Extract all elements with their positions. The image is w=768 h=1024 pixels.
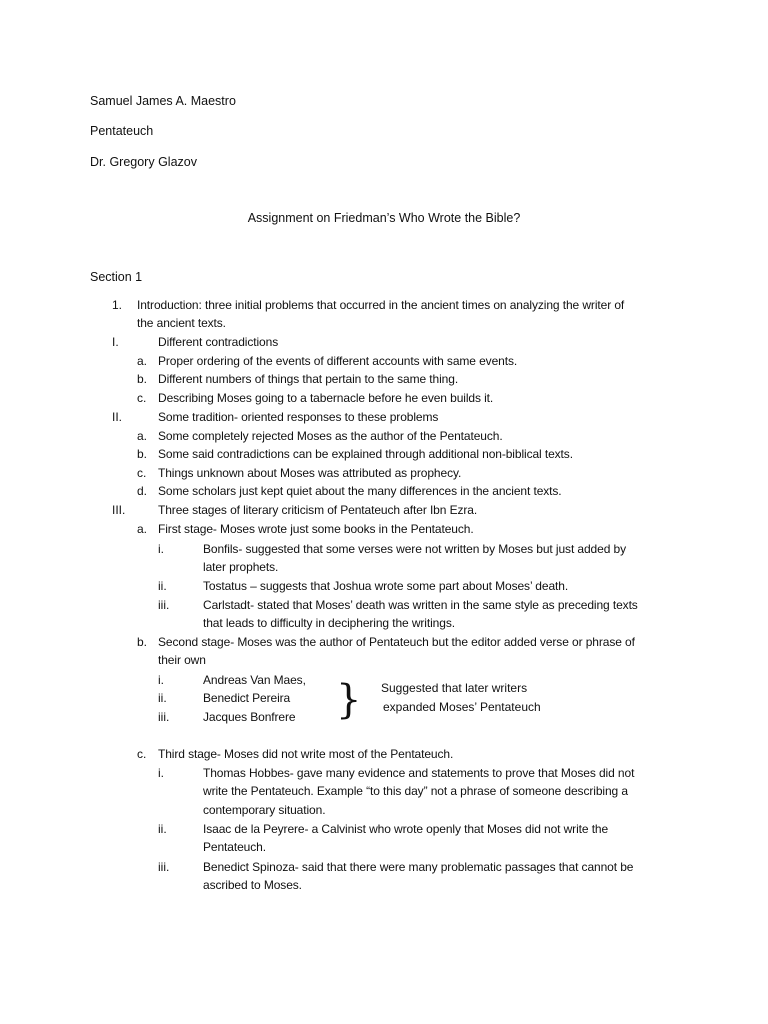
list-marker: II.	[112, 410, 123, 424]
list-marker: c.	[137, 391, 147, 405]
list-marker: III.	[112, 503, 126, 517]
list-item-text: Things unknown about Moses was attributed as prophecy.	[158, 466, 462, 480]
list-marker: I.	[112, 335, 119, 349]
list-marker: i.	[158, 673, 164, 687]
list-item-text: Some completely rejected Moses as the author of the Pentateuch.	[158, 429, 503, 443]
list-marker: iii.	[158, 860, 170, 874]
list-item-text: write the Pentateuch. Example “to this day” not a phrase of someone describing a	[203, 784, 628, 798]
list-marker: b.	[137, 372, 148, 386]
grouping-brace: }	[336, 677, 362, 723]
list-item-text: Some tradition- oriented responses to these problems	[158, 410, 439, 424]
document-title: Assignment on Friedman’s Who Wrote the Bible?	[247, 211, 521, 225]
list-item-text: Introduction: three initial problems that occurred in the ancient times on analyzing the writer of	[137, 298, 625, 312]
list-item-text: the ancient texts.	[137, 316, 226, 330]
list-item-text: Benedict Spinoza- said that there were many problematic passages that cannot be	[203, 860, 634, 874]
list-item-text: Different contradictions	[158, 335, 279, 349]
list-item-text: Tostatus – suggests that Joshua wrote some part about Moses’ death.	[203, 579, 569, 593]
list-item-text: Benedict Pereira	[203, 691, 291, 705]
list-item-text: Bonfils- suggested that some verses were not written by Moses but just added by	[203, 542, 626, 556]
list-item-text: their own	[158, 653, 206, 667]
list-item-text: Andreas Van Maes,	[203, 673, 306, 687]
list-marker: 1.	[112, 298, 123, 312]
list-item-text: ascribed to Moses.	[203, 878, 302, 892]
list-marker: ii.	[158, 691, 167, 705]
author-name: Samuel James A. Maestro	[90, 94, 236, 108]
course-name: Pentateuch	[90, 124, 154, 138]
list-marker: c.	[137, 466, 147, 480]
list-item-text: that leads to difficulty in deciphering the writings.	[203, 616, 455, 630]
list-item-text: Carlstadt- stated that Moses’ death was written in the same style as preceding texts	[203, 598, 638, 612]
list-item-text: Second stage- Moses was the author of Pentateuch but the editor added verse or phrase of	[158, 635, 635, 649]
list-marker: iii.	[158, 598, 170, 612]
list-marker: ii.	[158, 579, 167, 593]
list-item-text: Some said contradictions can be explained through additional non-biblical texts.	[158, 447, 573, 461]
list-marker: i.	[158, 542, 164, 556]
list-marker: c.	[137, 747, 147, 761]
list-item-text: Pentateuch.	[203, 840, 266, 854]
list-item-text: later prophets.	[203, 560, 279, 574]
brace-note: Suggested that later writers	[381, 681, 528, 695]
section-heading: Section 1	[90, 270, 143, 284]
list-item-text: Different numbers of things that pertain to the same thing.	[158, 372, 459, 386]
list-item-text: First stage- Moses wrote just some books in the Pentateuch.	[158, 522, 474, 536]
list-item-text: contemporary situation.	[203, 803, 326, 817]
list-item-text: Proper ordering of the events of different accounts with same events.	[158, 354, 518, 368]
list-marker: d.	[137, 484, 148, 498]
list-marker: ii.	[158, 822, 167, 836]
list-item-text: Third stage- Moses did not write most of the Pentateuch.	[158, 747, 454, 761]
list-item-text: Some scholars just kept quiet about the many differences in the ancient texts.	[158, 484, 562, 498]
list-item-text: Isaac de la Peyrere- a Calvinist who wrote openly that Moses did not write the	[203, 822, 609, 836]
list-marker: iii.	[158, 710, 170, 724]
list-item-text: Thomas Hobbes- gave many evidence and statements to prove that Moses did not	[203, 766, 635, 780]
list-item-text: Describing Moses going to a tabernacle before he even builds it.	[158, 391, 494, 405]
list-marker: i.	[158, 766, 164, 780]
list-marker: b.	[137, 635, 148, 649]
list-item-text: Three stages of literary criticism of Pentateuch after Ibn Ezra.	[158, 503, 478, 517]
list-marker: a.	[137, 354, 148, 368]
list-marker: a.	[137, 429, 148, 443]
brace-note: expanded Moses’ Pentateuch	[383, 700, 541, 714]
instructor-name: Dr. Gregory Glazov	[90, 155, 197, 169]
list-marker: b.	[137, 447, 148, 461]
list-marker: a.	[137, 522, 148, 536]
list-item-text: Jacques Bonfrere	[203, 710, 296, 724]
